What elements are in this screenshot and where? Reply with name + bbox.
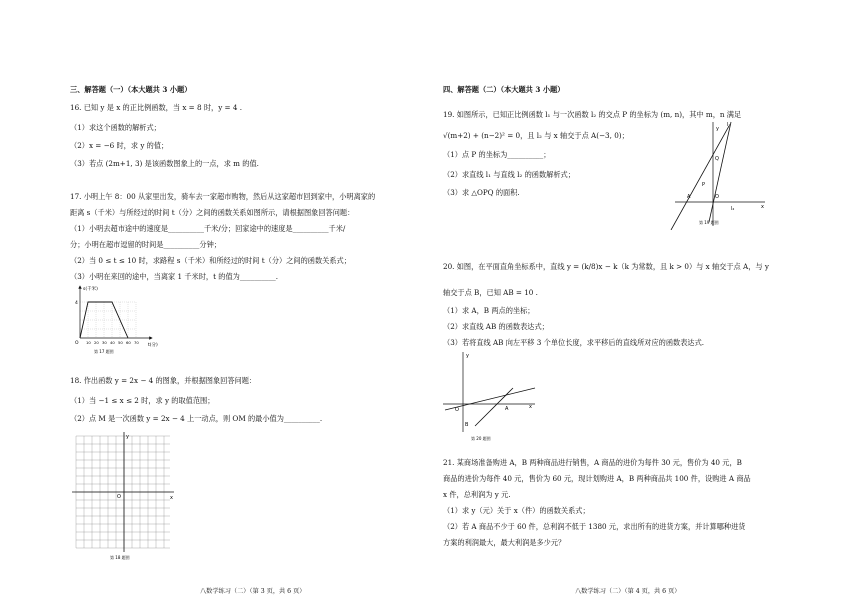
q17-part1-cont: 分；小明在超市逗留的时间是__________分钟； <box>70 240 221 249</box>
q21-part2: （2）若 A 商品不少于 60 件，总利润不低于 1380 元，求出所有的进货方案，并计算哪种进货 <box>443 522 746 531</box>
q17-origin: O <box>75 341 79 346</box>
q17-xtick: 50 <box>118 340 123 345</box>
section-title-2: 四、解答题（二）（本大题共 3 小题） <box>443 85 565 94</box>
q19-part3: （3）求 △OPQ 的面积. <box>443 188 520 197</box>
q19-line-l2 <box>671 126 729 230</box>
q19-stem-2: √(m+2) + (n−2)² = 0，且 l₂ 与 x 轴交于点 A(−3, 0)； <box>443 131 629 140</box>
q19-label-P: P <box>702 182 706 188</box>
q21-part2-cont: 方案的利润最大，最大利润是多少元？ <box>443 538 566 547</box>
q17-xtick: 70 <box>134 340 139 345</box>
q18-figure <box>70 428 180 568</box>
q19-label-l1: l₁ <box>727 122 731 128</box>
q20-caption: 第 20 题图 <box>471 436 491 441</box>
section-title-1: 三、解答题（一）（本大题共 3 小题） <box>70 85 192 94</box>
q20-label-x: x <box>529 404 532 410</box>
q20-part1: （1）求 A，B 两点的坐标； <box>443 306 535 315</box>
q17-part1: （1）小明去超市途中的速度是__________千米/分；回家途中的速度是__________千米/ <box>70 224 346 233</box>
q20-label-B: B <box>465 422 469 428</box>
q18-part2: （2）点 M 是一次函数 y = 2x − 4 上一动点，则 OM 的最小值为__________. <box>70 414 323 423</box>
footer-left: 八数学练习（二）（第 3 页，共 6 页） <box>200 588 306 595</box>
left-column <box>70 0 470 608</box>
q17-figure <box>70 282 170 358</box>
q18-caption: 第 18 题图 <box>110 555 130 560</box>
q20-figure <box>443 348 543 444</box>
q17-xlabel: t(分) <box>148 343 158 348</box>
q18-stem: 18. 作出函数 y = 2x − 4 的图象，并根据图象回答问题： <box>70 376 257 385</box>
q17-xtick: 10 <box>86 340 91 345</box>
q18-origin: O <box>117 494 121 500</box>
q16-part1: （1）求这个函数的解析式； <box>70 123 161 132</box>
q18-ylabel: y <box>126 434 129 440</box>
q17-xtick: 60 <box>126 340 131 345</box>
q20-label-O: O <box>455 407 459 413</box>
right-column <box>443 0 843 608</box>
q17-stem-1: 17. 小明上午 8：00 从家里出发，骑车去一家超市购物，然后从这家超市回到家中，小明离家的 <box>70 192 376 201</box>
q20-label-y: y <box>466 353 469 359</box>
q20-part3: （3）若将直线 AB 向左平移 3 个单位长度，求平移后的直线所对应的函数表达式. <box>443 338 705 347</box>
q18-xlabel: x <box>170 495 173 501</box>
q21-stem-3: x 件，总利润为 y 元. <box>443 490 511 499</box>
q17-xtick: 20 <box>94 340 99 345</box>
q19-part2: （2）求直线 l₁ 与直线 l₂ 的函数解析式； <box>443 170 575 179</box>
q17-xtick: 40 <box>110 340 115 345</box>
q19-part1: （1）点 P 的坐标为__________； <box>443 150 551 159</box>
q17-ylabel: s(千米) <box>83 287 98 292</box>
q19-label-x: x <box>761 204 764 210</box>
q20-label-A: A <box>505 406 509 412</box>
q17-ytick: 4 <box>75 301 78 306</box>
q20-stem-1: 20. 如图，在平面直角坐标系中，直线 y = (k/8)x − k（k 为常数，且 k > 0）与 x 轴交于点 A，与 y <box>443 262 769 271</box>
q19-label-A: A <box>687 194 691 200</box>
q17-grid <box>80 302 136 338</box>
q20-part2: （2）求直线 AB 的函数表达式； <box>443 322 549 331</box>
q17-part2: （2）当 0 ≤ t ≤ 10 时，求路程 s（千米）和所经过的时间 t（分）之间的函数关系式； <box>70 256 351 265</box>
q19-label-y: y <box>716 126 719 132</box>
q17-stem-2: 距离 s（千米）与所经过的时间 t（分）之间的函数关系如图所示，请根据图象回答问题： <box>70 208 355 217</box>
q16-part2: （2）x = −6 时，求 y 的值； <box>70 141 169 150</box>
q19-figure <box>669 118 769 230</box>
q19-label-Q: Q <box>715 156 719 162</box>
q19-label-l2: l₂ <box>731 206 735 212</box>
q18-part1: （1）当 −1 ≤ x ≤ 2 时，求 y 的取值范围； <box>70 396 215 405</box>
q21-stem-2: 商品的进价为每件 40 元，售价为 60 元，现计划购进 A，B 两种商品共 100 件，设购进 A 商品 <box>443 474 751 483</box>
q21-part1: （1）求 y（元）关于 x（件）的函数关系式； <box>443 506 590 515</box>
q17-part3: （3）小明在来回的途中，当离家 1 千米时，t 的值为__________. <box>70 272 279 281</box>
q19-line-l1 <box>709 122 731 222</box>
q20-stem-2: 轴交于点 B，已知 AB = 10 . <box>443 288 538 297</box>
q16-stem: 16. 已知 y 是 x 的正比例函数，当 x = 8 时，y = 4 . <box>70 103 242 112</box>
footer-right: 八数学练习（二）（第 4 页，共 6 页） <box>575 588 681 595</box>
q19-label-O: O <box>715 194 719 200</box>
q17-caption: 第 17 题图 <box>94 349 114 354</box>
q16-part3: （3）若点 (2m+1, 3) 是该函数图象上的一点，求 m 的值. <box>70 159 259 168</box>
q19-stem-1: 19. 如图所示，已知正比例函数 l₁ 与一次函数 l₂ 的交点 P 的坐标为 (m, n)，其中 m，n 满足 <box>443 110 742 119</box>
q19-caption: 第 19 题图 <box>699 220 719 225</box>
q21-stem-1: 21. 某商场准备购进 A，B 两种商品进行销售，A 商品的进价为每件 30 元，售价为 40 元，B <box>443 458 742 467</box>
q17-xtick: 30 <box>102 340 107 345</box>
